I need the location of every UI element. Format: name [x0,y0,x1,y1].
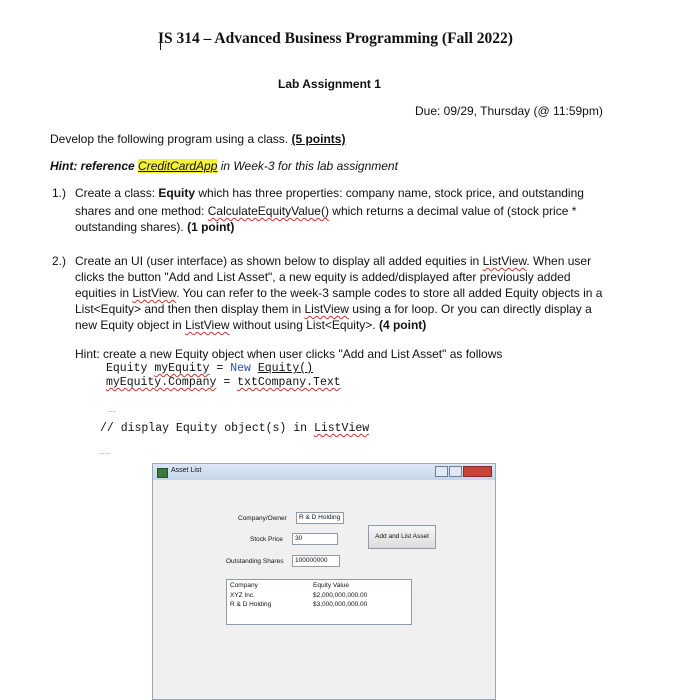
price-input[interactable]: 30 [292,533,338,545]
company-label: Company/Owner [238,515,287,522]
item1-text: Create a class: [75,186,159,200]
develop-line [50,131,345,147]
asset-list-window [152,463,496,700]
item1-method-name: CalculateEquityValue() [207,204,329,218]
item2-points: (4 point) [378,318,427,332]
item1-line1 [75,185,584,201]
listview-term: ListView [185,318,230,332]
hint-reference: CreditCardApp [138,159,218,173]
hint-rest: in Week-3 for this lab assignment [217,159,398,173]
code-ellipsis: .... [100,446,111,456]
window-title: Asset List [171,467,202,474]
item2-number: 2.) [52,254,67,268]
comment-listview: ListView [313,422,370,435]
item2-line2: clicks the button "Add and List Asset", a new equity is added/displayed after previously added [75,270,571,284]
column-header-company: Company [230,582,258,589]
window-body [156,481,492,699]
item1-points: (1 point) [187,220,235,234]
comment-text: // display Equity object(s) in [100,422,314,435]
item2-text: List<Equity> and then then display them in [75,302,305,316]
item1-class-name: Equity [158,186,196,200]
item1-number: 1.) [52,186,67,200]
item2-text: new Equity object in [75,318,186,332]
develop-points: (5 points) [291,132,346,146]
code-line-2 [106,376,341,389]
item2-text: . You can refer to the week-3 sample codes to store all added Equity objects in a [176,286,603,300]
code-type: Equity [106,362,155,375]
shares-label: Outstanding Shares [226,558,284,565]
due-date: Due: 09/29, Thursday (@ 11:59pm) [415,104,603,118]
hint-line [50,158,398,174]
listview-term: ListView [304,302,349,316]
item1-line3 [75,219,234,235]
code-textbox-ref: txtCompany.Text [237,376,341,389]
item1-text: which has three properties: company name, stock price, and outstanding [195,186,584,200]
code-ellipsis: ... [108,404,116,414]
minimize-icon[interactable] [435,466,448,477]
asset-listview[interactable] [226,579,412,625]
code-comment [100,422,369,435]
shares-input[interactable]: 100000000 [292,555,340,567]
code-keyword: New [230,362,258,375]
code-line-1 [106,362,313,375]
item2-text: equities in [75,286,133,300]
add-list-asset-button[interactable]: Add and List Asset [368,525,436,549]
list-item-value: $2,000,000,000.00 [313,592,368,599]
item2-line4 [75,301,592,317]
item1-text: shares and one method: [75,204,208,218]
app-icon [157,468,168,478]
hint-label: Hint: reference [50,159,139,173]
document-title: IS 314 – Advanced Business Programming (Fall 2022) [158,30,513,47]
item2-text: . When user [526,254,592,268]
item2-line3 [75,285,602,301]
column-header-equity-value: Equity Value [313,582,350,589]
close-icon[interactable] [463,466,492,477]
list-item-company: R & D Holding [230,601,272,608]
assignment-subtitle: Lab Assignment 1 [278,77,381,91]
item2-text: Create an UI (user interface) as shown below to display all added equities in [75,254,483,268]
code-variable: myEquity [154,362,210,375]
item2-text: without using List<Equity>. [229,318,379,332]
code-operator: = [209,362,231,375]
list-item-company: XYZ Inc. [230,592,255,599]
item2-text: using a for loop. Or you can directly display a [348,302,592,316]
maximize-icon[interactable] [449,466,462,477]
listview-term: ListView [482,254,527,268]
code-property: myEquity.Company [106,376,217,389]
window-titlebar [153,464,495,480]
company-input[interactable]: R & D Holding [296,512,344,524]
hint2-text: Hint: create a new Equity object when user clicks "Add and List Asset" as follows [75,347,503,361]
code-operator: = [216,376,238,389]
price-label: Stock Price [250,536,283,543]
item1-text: which returns a decimal value of (stock price * [328,204,577,218]
item2-line5 [75,317,426,333]
list-item-value: $3,000,000,000.00 [313,601,368,608]
code-constructor: Equity() [257,362,314,375]
listview-term: ListView [132,286,177,300]
item2-line1 [75,253,591,269]
item1-line2 [75,203,576,219]
develop-text: Develop the following program using a class. [50,132,292,146]
item1-text: outstanding shares). [75,220,188,234]
